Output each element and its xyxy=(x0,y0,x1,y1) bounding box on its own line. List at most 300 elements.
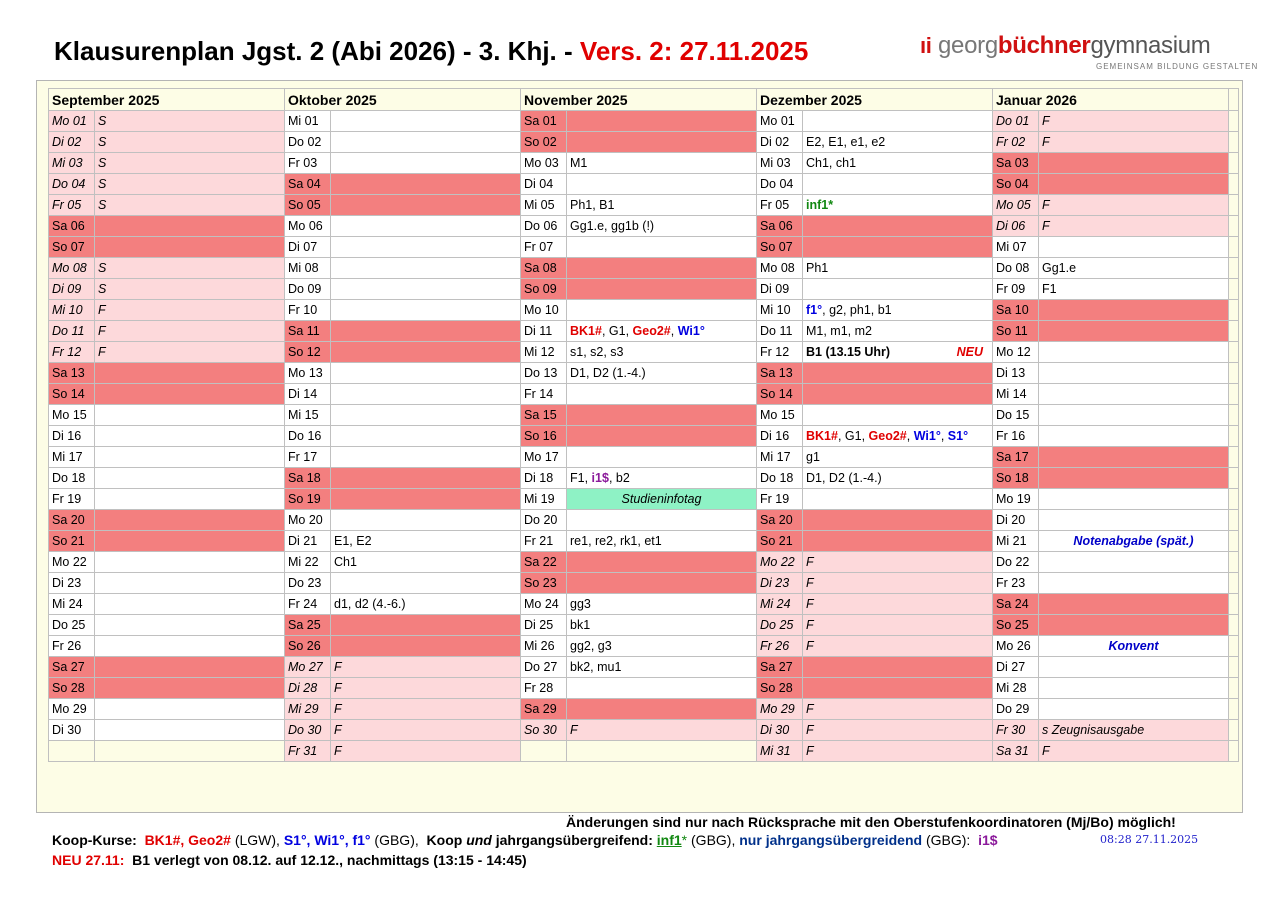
day-entry xyxy=(331,216,521,237)
exam-entry: Geo2# xyxy=(632,324,671,338)
day-entry xyxy=(1039,489,1229,510)
day-entry: re1, re2, rk1, et1 xyxy=(567,531,757,552)
day-entry xyxy=(95,657,285,678)
day-entry xyxy=(567,384,757,405)
day-label: Mo 15 xyxy=(49,405,95,426)
day-label: Fr 16 xyxy=(993,426,1039,447)
day-entry xyxy=(803,300,993,321)
day-entry xyxy=(1039,342,1229,363)
day-entry xyxy=(803,174,993,195)
day-label: Sa 15 xyxy=(521,405,567,426)
day-entry: F xyxy=(803,552,993,573)
exam-entry: , xyxy=(906,429,914,443)
koop-lgw: (LGW), xyxy=(234,832,280,848)
day-label: Fr 14 xyxy=(521,384,567,405)
day-label: So 11 xyxy=(993,321,1039,342)
exam-calendar xyxy=(48,88,1239,762)
day-label: Fr 30 xyxy=(993,720,1039,741)
day-entry: Studieninfotag xyxy=(567,489,757,510)
calendar-row xyxy=(49,636,1239,657)
exam-entry: i1$ xyxy=(591,471,609,485)
calendar-row xyxy=(49,447,1239,468)
day-label: Do 25 xyxy=(49,615,95,636)
day-entry: F1 xyxy=(1039,279,1229,300)
month-header: September 2025 xyxy=(49,89,285,111)
day-entry: E2, E1, e1, e2 xyxy=(803,132,993,153)
day-label: Di 06 xyxy=(993,216,1039,237)
day-entry: F xyxy=(803,636,993,657)
day-entry xyxy=(803,237,993,258)
exam-entry: F1, xyxy=(570,471,592,485)
day-label: Do 30 xyxy=(285,720,331,741)
koop-inf-course: inf1 xyxy=(656,832,682,848)
day-label: Fr 23 xyxy=(993,573,1039,594)
day-label: Fr 05 xyxy=(757,195,803,216)
day-label: Mo 12 xyxy=(993,342,1039,363)
day-entry xyxy=(567,300,757,321)
day-label: Fr 09 xyxy=(993,279,1039,300)
day-label: Fr 12 xyxy=(757,342,803,363)
day-label: So 16 xyxy=(521,426,567,447)
day-entry xyxy=(331,384,521,405)
day-entry xyxy=(95,489,285,510)
day-entry xyxy=(331,132,521,153)
day-entry xyxy=(331,489,521,510)
day-label: Di 04 xyxy=(521,174,567,195)
day-label: Do 13 xyxy=(521,363,567,384)
day-label: Di 18 xyxy=(521,468,567,489)
day-label: Di 30 xyxy=(757,720,803,741)
day-label: Mi 22 xyxy=(285,552,331,573)
day-label: So 07 xyxy=(49,237,95,258)
day-label: Fr 10 xyxy=(285,300,331,321)
day-label: Mo 10 xyxy=(521,300,567,321)
exam-entry: , xyxy=(940,429,948,443)
month-header-row xyxy=(49,89,1239,111)
day-entry: Ch1, ch1 xyxy=(803,153,993,174)
day-label: Di 27 xyxy=(993,657,1039,678)
day-entry: S xyxy=(95,258,285,279)
day-label: So 21 xyxy=(757,531,803,552)
day-label: Sa 01 xyxy=(521,111,567,132)
exam-entry: B1 (13.15 Uhr) xyxy=(806,345,891,359)
day-entry xyxy=(567,468,757,489)
day-label: Mi 29 xyxy=(285,699,331,720)
day-entry xyxy=(567,510,757,531)
day-label: Mi 08 xyxy=(285,258,331,279)
day-label: Sa 20 xyxy=(49,510,95,531)
right-margin-cell xyxy=(1229,258,1239,279)
day-label: Mi 03 xyxy=(49,153,95,174)
day-label: Sa 27 xyxy=(49,657,95,678)
calendar-row xyxy=(49,111,1239,132)
day-label: Do 02 xyxy=(285,132,331,153)
day-entry xyxy=(803,678,993,699)
day-label: Mi 28 xyxy=(993,678,1039,699)
day-label: So 28 xyxy=(49,678,95,699)
day-entry xyxy=(567,552,757,573)
day-entry xyxy=(331,111,521,132)
day-entry xyxy=(567,699,757,720)
day-entry xyxy=(331,426,521,447)
right-margin-cell xyxy=(1229,384,1239,405)
calendar-row xyxy=(49,195,1239,216)
day-label: Mi 24 xyxy=(49,594,95,615)
day-label: Di 16 xyxy=(49,426,95,447)
day-label: Sa 25 xyxy=(285,615,331,636)
month-header: Dezember 2025 xyxy=(757,89,993,111)
calendar-row xyxy=(49,174,1239,195)
day-label: Di 11 xyxy=(521,321,567,342)
day-entry xyxy=(567,573,757,594)
neu-text: B1 verlegt von 08.12. auf 12.12., nachmittags (13:15 - 14:45) xyxy=(132,852,527,868)
day-label: So 21 xyxy=(49,531,95,552)
day-label: Di 13 xyxy=(993,363,1039,384)
koop-gbg3: (GBG): xyxy=(925,832,971,848)
day-label: Mo 17 xyxy=(521,447,567,468)
day-entry: s1, s2, s3 xyxy=(567,342,757,363)
logo-part-georg: georg xyxy=(938,32,998,59)
day-label: Sa 11 xyxy=(285,321,331,342)
day-label xyxy=(49,741,95,762)
day-entry: M1, m1, m2 xyxy=(803,321,993,342)
day-label: Mi 19 xyxy=(521,489,567,510)
day-entry xyxy=(567,426,757,447)
day-label: Do 09 xyxy=(285,279,331,300)
day-label: Sa 18 xyxy=(285,468,331,489)
school-logo xyxy=(920,32,1259,71)
day-label: Do 22 xyxy=(993,552,1039,573)
right-margin-cell xyxy=(1229,699,1239,720)
koop-inf-star: * xyxy=(681,832,688,848)
day-label: Mo 22 xyxy=(757,552,803,573)
day-entry xyxy=(331,342,521,363)
day-label: So 18 xyxy=(993,468,1039,489)
day-entry xyxy=(567,405,757,426)
calendar-row xyxy=(49,363,1239,384)
day-label: Do 11 xyxy=(757,321,803,342)
day-entry xyxy=(1039,657,1229,678)
exam-entry: , G1, xyxy=(601,324,633,338)
day-label: Mi 17 xyxy=(49,447,95,468)
day-entry xyxy=(1039,174,1229,195)
day-entry xyxy=(567,447,757,468)
day-label: Fr 19 xyxy=(757,489,803,510)
day-label: So 26 xyxy=(285,636,331,657)
day-entry xyxy=(803,195,993,216)
day-entry: M1 xyxy=(567,153,757,174)
day-label: Do 11 xyxy=(49,321,95,342)
day-entry xyxy=(95,384,285,405)
day-label: Fr 24 xyxy=(285,594,331,615)
day-entry xyxy=(331,321,521,342)
day-label: Di 21 xyxy=(285,531,331,552)
day-entry: Gg1.e xyxy=(1039,258,1229,279)
right-margin-cell xyxy=(1229,489,1239,510)
day-label: Fr 21 xyxy=(521,531,567,552)
day-label: Fr 19 xyxy=(49,489,95,510)
day-label: Sa 22 xyxy=(521,552,567,573)
day-label: Mi 01 xyxy=(285,111,331,132)
koop-und-1: Koop xyxy=(426,832,463,848)
day-entry xyxy=(567,279,757,300)
day-entry: F xyxy=(803,720,993,741)
day-label: Fr 03 xyxy=(285,153,331,174)
calendar-row xyxy=(49,699,1239,720)
day-label: Mo 05 xyxy=(993,195,1039,216)
day-entry xyxy=(331,279,521,300)
month-header: Januar 2026 xyxy=(993,89,1229,111)
day-label: Mi 31 xyxy=(757,741,803,762)
right-margin-cell xyxy=(1229,594,1239,615)
calendar-row xyxy=(49,678,1239,699)
right-margin-cell xyxy=(1229,678,1239,699)
right-margin-cell xyxy=(1229,89,1239,111)
day-entry: F xyxy=(1039,111,1229,132)
day-entry: F xyxy=(1039,132,1229,153)
day-entry xyxy=(567,741,757,762)
day-entry: S xyxy=(95,111,285,132)
right-margin-cell xyxy=(1229,111,1239,132)
right-margin-cell xyxy=(1229,342,1239,363)
day-entry xyxy=(1039,594,1229,615)
right-margin-cell xyxy=(1229,552,1239,573)
day-label: So 07 xyxy=(757,237,803,258)
day-entry xyxy=(95,678,285,699)
day-entry: gg2, g3 xyxy=(567,636,757,657)
day-entry xyxy=(95,531,285,552)
calendar-row xyxy=(49,426,1239,447)
day-label: Sa 06 xyxy=(757,216,803,237)
day-label: So 25 xyxy=(993,615,1039,636)
day-label: So 23 xyxy=(521,573,567,594)
day-entry xyxy=(1039,405,1229,426)
day-entry xyxy=(95,615,285,636)
day-label: Mo 27 xyxy=(285,657,331,678)
day-entry: D1, D2 (1.-4.) xyxy=(567,363,757,384)
day-label: Mo 24 xyxy=(521,594,567,615)
right-margin-cell xyxy=(1229,531,1239,552)
day-label: Fr 07 xyxy=(521,237,567,258)
day-entry xyxy=(95,636,285,657)
day-label: Do 29 xyxy=(993,699,1039,720)
neu-label: NEU 27.11: xyxy=(52,852,125,868)
day-label: Mo 20 xyxy=(285,510,331,531)
calendar-row xyxy=(49,300,1239,321)
calendar-row xyxy=(49,384,1239,405)
logo-part-buechner: büchner xyxy=(997,32,1091,59)
koop-gbg2: (GBG), xyxy=(691,832,736,848)
day-entry xyxy=(331,510,521,531)
koop-blue-courses: S1°, Wi1°, f1° xyxy=(283,832,371,848)
day-label: Sa 08 xyxy=(521,258,567,279)
day-entry xyxy=(1039,552,1229,573)
month-header: Oktober 2025 xyxy=(285,89,521,111)
day-entry xyxy=(331,573,521,594)
day-label: Mo 26 xyxy=(993,636,1039,657)
right-margin-cell xyxy=(1229,300,1239,321)
day-entry xyxy=(331,153,521,174)
day-label xyxy=(521,741,567,762)
day-entry xyxy=(1039,447,1229,468)
page-title xyxy=(54,36,808,67)
day-label: Do 06 xyxy=(521,216,567,237)
day-entry xyxy=(803,342,993,363)
calendar-row xyxy=(49,279,1239,300)
calendar-row xyxy=(49,552,1239,573)
day-label: Mo 01 xyxy=(49,111,95,132)
day-entry: F xyxy=(331,720,521,741)
day-entry xyxy=(95,573,285,594)
day-entry: Notenabgabe (spät.) xyxy=(1039,531,1229,552)
day-entry xyxy=(1039,699,1229,720)
right-margin-cell xyxy=(1229,615,1239,636)
day-entry xyxy=(803,111,993,132)
day-entry: F xyxy=(567,720,757,741)
day-label: Di 02 xyxy=(757,132,803,153)
new-badge: NEU xyxy=(956,345,983,359)
day-label: Di 07 xyxy=(285,237,331,258)
day-label: Mi 03 xyxy=(757,153,803,174)
day-entry xyxy=(1039,153,1229,174)
right-margin-cell xyxy=(1229,216,1239,237)
day-entry xyxy=(567,174,757,195)
day-entry xyxy=(803,657,993,678)
day-label: Sa 31 xyxy=(993,741,1039,762)
day-entry xyxy=(803,531,993,552)
day-entry xyxy=(567,237,757,258)
day-entry xyxy=(331,300,521,321)
day-entry xyxy=(1039,363,1229,384)
right-margin-cell xyxy=(1229,237,1239,258)
day-entry xyxy=(567,111,757,132)
koop-legend xyxy=(52,832,998,848)
day-entry xyxy=(1039,510,1229,531)
day-label: Sa 04 xyxy=(285,174,331,195)
calendar-row xyxy=(49,573,1239,594)
day-label: Do 16 xyxy=(285,426,331,447)
day-label: So 30 xyxy=(521,720,567,741)
day-entry xyxy=(567,258,757,279)
day-label: Mo 06 xyxy=(285,216,331,237)
calendar-row xyxy=(49,657,1239,678)
day-label: Do 04 xyxy=(757,174,803,195)
day-entry: Gg1.e, gg1b (!) xyxy=(567,216,757,237)
day-entry: D1, D2 (1.-4.) xyxy=(803,468,993,489)
day-entry: S xyxy=(95,132,285,153)
day-entry: F xyxy=(803,594,993,615)
day-entry xyxy=(803,384,993,405)
day-entry: S xyxy=(95,153,285,174)
day-entry xyxy=(1039,468,1229,489)
right-margin-cell xyxy=(1229,720,1239,741)
day-label: Mi 10 xyxy=(757,300,803,321)
day-label: Fr 05 xyxy=(49,195,95,216)
day-label: Di 23 xyxy=(757,573,803,594)
day-entry xyxy=(331,174,521,195)
calendar-row xyxy=(49,132,1239,153)
koop-gbg: (GBG), xyxy=(374,832,419,848)
koop-i1-course: i1$ xyxy=(978,832,998,848)
koop-label: Koop-Kurse: xyxy=(52,832,137,848)
day-entry: F xyxy=(1039,195,1229,216)
day-label: Di 25 xyxy=(521,615,567,636)
day-entry: d1, d2 (4.-6.) xyxy=(331,594,521,615)
calendar-row xyxy=(49,531,1239,552)
timestamp: 08:28 27.11.2025 xyxy=(1100,833,1199,846)
right-margin-cell xyxy=(1229,741,1239,762)
day-entry xyxy=(803,510,993,531)
day-label: Do 25 xyxy=(757,615,803,636)
day-entry xyxy=(95,405,285,426)
day-label: Do 23 xyxy=(285,573,331,594)
day-label: Fr 12 xyxy=(49,342,95,363)
day-entry xyxy=(95,699,285,720)
day-label: Fr 31 xyxy=(285,741,331,762)
exam-entry: Wi1° xyxy=(913,429,941,443)
day-entry: bk2, mu1 xyxy=(567,657,757,678)
day-entry xyxy=(331,636,521,657)
day-entry: s Zeugnisausgabe xyxy=(1039,720,1229,741)
day-entry: F xyxy=(803,699,993,720)
day-entry xyxy=(803,216,993,237)
day-entry: F xyxy=(331,657,521,678)
day-entry xyxy=(803,279,993,300)
title-version: Vers. 2: 27.11.2025 xyxy=(579,36,809,66)
day-label: Mi 24 xyxy=(757,594,803,615)
right-margin-cell xyxy=(1229,657,1239,678)
day-entry xyxy=(1039,573,1229,594)
day-label: Do 20 xyxy=(521,510,567,531)
day-entry: Ph1 xyxy=(803,258,993,279)
calendar-row xyxy=(49,720,1239,741)
calendar-row xyxy=(49,153,1239,174)
exam-entry: BK1# xyxy=(806,429,838,443)
exam-entry: f1° xyxy=(806,303,823,317)
day-label: Do 18 xyxy=(757,468,803,489)
day-label: Di 14 xyxy=(285,384,331,405)
right-margin-cell xyxy=(1229,153,1239,174)
day-entry xyxy=(331,258,521,279)
day-label: Mo 29 xyxy=(49,699,95,720)
month-header: November 2025 xyxy=(521,89,757,111)
day-entry xyxy=(1039,300,1229,321)
day-entry: F xyxy=(331,741,521,762)
calendar-row xyxy=(49,510,1239,531)
calendar-row xyxy=(49,741,1239,762)
calendar-row xyxy=(49,594,1239,615)
day-entry xyxy=(1039,237,1229,258)
day-label: Mo 13 xyxy=(285,363,331,384)
day-entry: Konvent xyxy=(1039,636,1229,657)
day-entry: F xyxy=(331,699,521,720)
day-entry xyxy=(331,363,521,384)
day-label: So 05 xyxy=(285,195,331,216)
day-entry: F xyxy=(1039,741,1229,762)
day-label: Mi 12 xyxy=(521,342,567,363)
day-label: Mo 19 xyxy=(993,489,1039,510)
day-entry xyxy=(95,216,285,237)
day-entry xyxy=(331,237,521,258)
exam-entry: BK1# xyxy=(570,324,602,338)
day-label: Mi 21 xyxy=(993,531,1039,552)
day-label: So 12 xyxy=(285,342,331,363)
day-entry: F xyxy=(95,342,285,363)
day-label: Do 18 xyxy=(49,468,95,489)
day-entry: E1, E2 xyxy=(331,531,521,552)
exam-entry: Wi1° xyxy=(677,324,705,338)
day-entry xyxy=(331,447,521,468)
